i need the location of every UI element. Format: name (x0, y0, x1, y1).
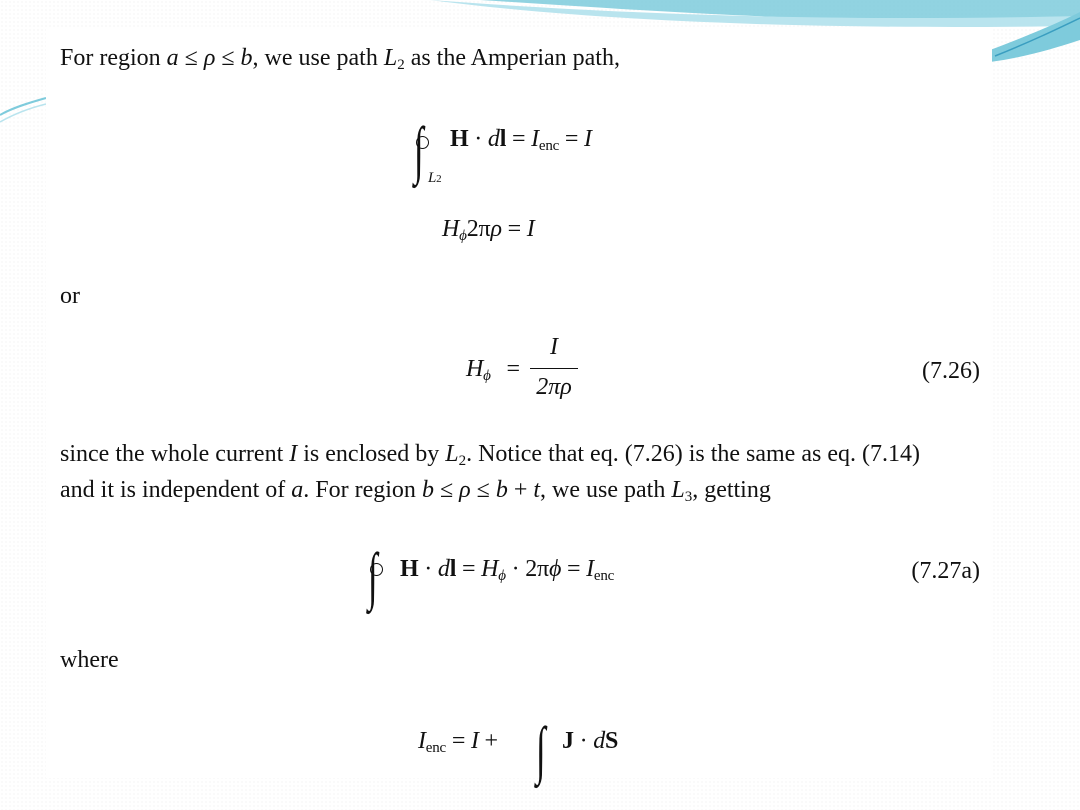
var-H: H (481, 556, 499, 582)
text: since the whole current (60, 441, 290, 467)
integral-lower-limit (428, 170, 441, 187)
var-rho: ρ (459, 477, 471, 503)
vector-S: S (605, 728, 619, 754)
vector-l: l (499, 126, 507, 152)
equals-sign: = (501, 216, 527, 242)
equation-I-enc (418, 728, 498, 755)
subscript-phi: ϕ (498, 568, 506, 584)
fraction-numerator (530, 334, 578, 361)
var-d: d (437, 556, 450, 582)
equation-7-26-lhs (466, 356, 520, 383)
var-phi: ϕ (548, 556, 562, 582)
path-subscript: 2 (458, 453, 467, 469)
var-d: d (487, 126, 500, 152)
equation-number-7-26: (7.26) (922, 358, 980, 384)
var-a: a (166, 45, 179, 71)
or-text: or (60, 283, 80, 309)
subscript-phi: ϕ (459, 228, 467, 244)
intro-text: For region (60, 45, 167, 71)
equals-sign: = (561, 556, 587, 582)
vector-H: H (400, 556, 419, 582)
subscript-enc: enc (425, 740, 447, 756)
var-b: b (421, 477, 434, 503)
text: . For region (303, 477, 422, 503)
var-I: I (526, 216, 535, 242)
text: and it is independent of (60, 477, 292, 503)
var-I: I (418, 728, 426, 754)
plus-sign: + (478, 728, 498, 754)
fraction-bar (530, 368, 578, 369)
paragraph-line-2 (60, 472, 771, 508)
fraction-denominator (530, 374, 578, 401)
paragraph-line-1 (60, 436, 920, 472)
var-I: I (531, 126, 539, 152)
equals-sign: = (456, 556, 482, 582)
dot-operator: · (573, 728, 594, 754)
leq-symbol: ≤ (470, 477, 496, 503)
equation-number-7-27a: (7.27a) (911, 558, 980, 584)
equals-sign: = (446, 728, 471, 754)
path-L: L (445, 441, 459, 467)
path-subscript: 3 (684, 489, 693, 505)
textbook-page (46, 28, 992, 785)
path-L: L (671, 477, 685, 503)
var-H: H (442, 216, 460, 242)
intro-text: , we use path (252, 45, 384, 71)
contour-integral-sign: ∫ (368, 540, 378, 611)
leq-symbol: ≤ (433, 477, 460, 503)
two-pi: 2π (466, 216, 491, 242)
equation-ampere-L2 (450, 126, 592, 153)
equals-sign: = (506, 356, 520, 382)
var-d: d (593, 728, 606, 754)
var-b: b (495, 477, 508, 503)
var-H: H (466, 356, 484, 382)
leq-symbol: ≤ (215, 45, 241, 71)
contour-circle (370, 563, 383, 576)
text: is enclosed by (297, 441, 446, 467)
var-t: t (533, 477, 541, 503)
limit-L: L (428, 170, 437, 186)
var-a: a (291, 477, 304, 503)
var-I: I (289, 441, 298, 467)
vector-l: l (449, 556, 457, 582)
var-I: I (584, 126, 592, 152)
equation-7-27a (400, 556, 614, 583)
where-text: where (60, 647, 119, 673)
vector-H: H (450, 126, 469, 152)
subscript-enc: enc (593, 568, 615, 584)
swoosh-left-line-2 (0, 104, 46, 122)
leq-symbol: ≤ (178, 45, 204, 71)
equals-sign: = (506, 126, 532, 152)
contour-integral-sign: ∫ (414, 114, 424, 185)
var-I: I (470, 728, 479, 754)
text: , getting (692, 477, 771, 503)
path-subscript: 2 (397, 57, 405, 73)
two-pi-rho: 2πρ (536, 374, 572, 400)
two-pi: · 2π (505, 556, 549, 582)
var-I: I (586, 556, 594, 582)
var-rho: ρ (203, 45, 216, 71)
intro-text: as the Amperian path, (404, 45, 620, 71)
var-rho: ρ (490, 216, 502, 242)
path-L: L (383, 45, 398, 71)
var-I: I (550, 334, 558, 360)
equation-H-circumference (442, 216, 535, 243)
dot-operator: · (468, 126, 488, 152)
limit-subscript: 2 (436, 173, 442, 185)
vector-J: J (562, 728, 574, 754)
dot-operator: · (418, 556, 438, 582)
subscript-enc: enc (538, 138, 560, 154)
equation-I-enc-integrand (562, 728, 618, 755)
plus-sign: + (507, 477, 534, 503)
text: , we use path (540, 477, 672, 503)
text: . Notice that eq. (7.26) is the same as eq. (7.14) (466, 441, 920, 467)
var-b: b (240, 45, 253, 71)
contour-circle (416, 136, 429, 149)
equals-sign: = (559, 126, 585, 152)
intro-line (60, 40, 620, 76)
integral-sign: ∫ (536, 714, 546, 785)
subscript-phi: ϕ (483, 368, 491, 384)
